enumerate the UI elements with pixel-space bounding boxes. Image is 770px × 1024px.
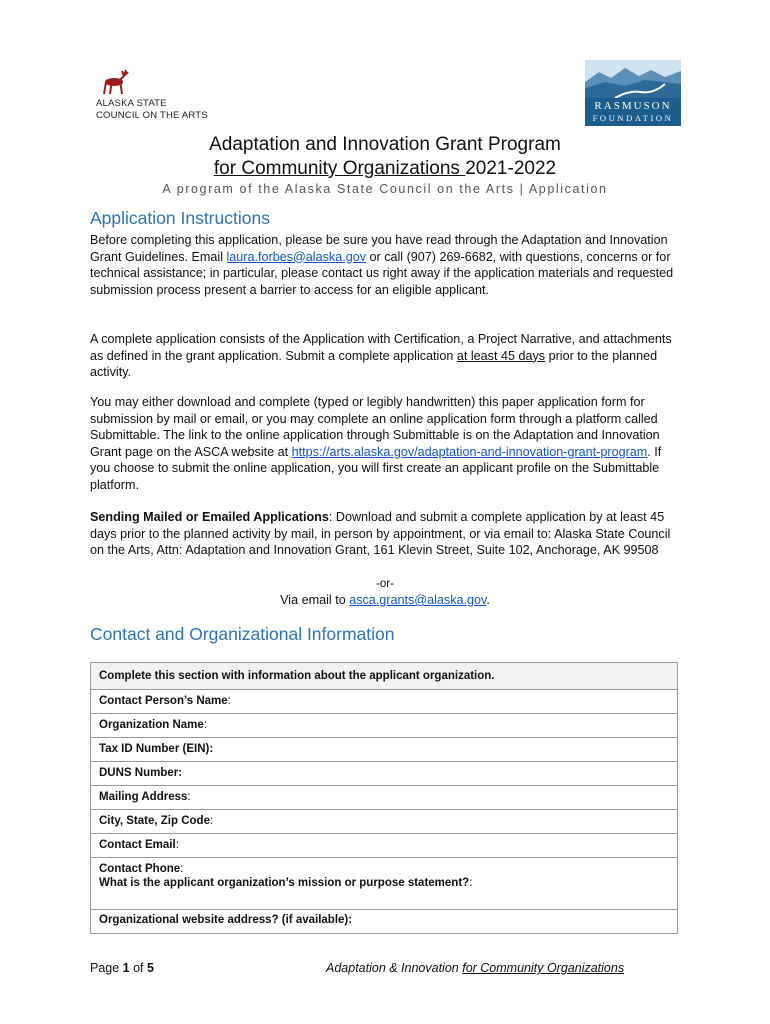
row-label: Contact Person’s Name [99, 695, 228, 707]
page-total: 5 [147, 961, 154, 975]
p2-text-a: A complete application consists of the Application with Certification, a Project Narrative, and attachments as defined in the grant application. Submit a complete application [90, 332, 672, 363]
row-label: DUNS Number: [99, 767, 183, 779]
row-suffix: : [180, 863, 184, 875]
table-header-text: Complete this section with information about the applicant organization. [99, 670, 495, 682]
page-prefix: Page [90, 961, 123, 975]
asca-logo-line2: COUNCIL ON THE ARTS [96, 110, 208, 121]
row-suffix: : [175, 839, 179, 851]
p3-text-b: . If you choose to submit the online application, you will first create an applicant profile on the Submittable platform. [90, 444, 662, 492]
p4-text: : Download and submit a complete application by at least 45 days prior to the planned activity by mail, in person by appointment, or via email to: Alaska State Council on the Arts, Attn: Adaptation and Innovation Grant, 161 Klevin Street, Suite 102, Anchorage, AK 99508 [90, 510, 671, 557]
p4-bold: Sending Mailed or Emailed Applications [90, 510, 329, 524]
table-row[interactable] [91, 785, 677, 809]
table-row[interactable] [91, 737, 677, 761]
row-suffix: : [209, 815, 214, 827]
title-year: 2021-2022 [465, 158, 557, 179]
table-row[interactable] [91, 857, 677, 909]
table-row[interactable] [91, 909, 677, 933]
row-label: What is the applicant organization’s mission or purpose statement? [99, 877, 470, 889]
page-number [90, 961, 154, 975]
p2-underlined: at least 45 days [456, 348, 546, 363]
p1-text-a: Before completing this application, please be sure you have read through the Adaptation and Innovation Grant Guidelines. Email [90, 233, 668, 264]
row-label: Organizational website address? (if available): [99, 914, 353, 926]
footer-program-name [326, 961, 624, 975]
rasmuson-logo [585, 60, 681, 126]
via-email-line [90, 592, 680, 608]
table-row[interactable] [91, 713, 677, 737]
asca-logo-line1: ALASKA STATE [96, 98, 167, 109]
instructions-paragraph-4 [90, 509, 680, 559]
row-suffix: : [469, 877, 473, 889]
contact-info-table [90, 662, 678, 934]
footer-right-text: Adaptation & Innovation [326, 961, 463, 975]
instructions-heading: Application Instructions [90, 208, 270, 228]
asca-website-link[interactable]: https://arts.alaska.gov/adaptation-and-innovation-grant-program [291, 444, 648, 459]
row-label: Organization Name [99, 719, 204, 731]
instructions-paragraph-1 [90, 232, 680, 298]
row-suffix: : [203, 719, 208, 731]
instructions-paragraph-3 [90, 394, 680, 493]
program-subtitle: A program of the Alaska State Council on the Arts | Application [162, 182, 608, 196]
row-suffix: : [187, 791, 191, 803]
or-separator: -or- [376, 578, 394, 590]
page-title: Adaptation and Innovation Grant Program [209, 134, 561, 155]
title-underlined-text: for Community Organizations [213, 158, 466, 179]
table-row[interactable] [91, 689, 677, 713]
row-label: Mailing Address [99, 791, 188, 803]
p2-text-b: prior to the planned activity. [90, 348, 658, 379]
row-label: City, State, Zip Code [99, 815, 210, 827]
rasmuson-logo-line1: RASMUSON [594, 100, 672, 112]
table-row[interactable] [91, 809, 677, 833]
via-email-text: Via email to [280, 593, 350, 607]
mountain-river-icon [585, 60, 681, 98]
contact-email-link[interactable]: laura.forbes@alaska.gov [226, 249, 366, 264]
p3-text-a: You may either download and complete (typed or legibly handwritten) this paper application form for submission by mail or email, or you may complete an online application form through a platform called Submittable. The link to the online application through Submittable is on the Adaptation and Innovation Grant page on the ASCA website at [90, 395, 660, 459]
p1-text-b: or call (907) 269-6682, with questions, concerns or for technical assistance; in particular, please contact us right away if the application materials and requested submission process present a barrier to access for an eligible applicant. [90, 249, 674, 297]
row-label: Contact Email [99, 839, 176, 851]
row-suffix: : [227, 695, 231, 707]
footer-right-underlined: for Community Organizations [462, 961, 625, 975]
instructions-paragraph-2 [90, 331, 680, 381]
page-of: of [129, 961, 147, 975]
caribou-icon [98, 68, 132, 96]
table-row[interactable] [91, 833, 677, 857]
table-header-row [91, 663, 677, 689]
row-label: Contact Phone [99, 863, 181, 875]
grants-email-link[interactable]: asca.grants@alaska.gov [349, 593, 487, 607]
contact-heading: Contact and Organizational Information [90, 624, 395, 644]
rasmuson-logo-line2: FOUNDATION [592, 113, 674, 123]
via-email-period: . [486, 593, 490, 607]
page-subtitle-line [0, 158, 770, 180]
asca-logo [96, 68, 236, 124]
page-num: 1 [122, 961, 130, 975]
row-label: Tax ID Number (EIN): [99, 743, 214, 755]
table-row[interactable] [91, 761, 677, 785]
